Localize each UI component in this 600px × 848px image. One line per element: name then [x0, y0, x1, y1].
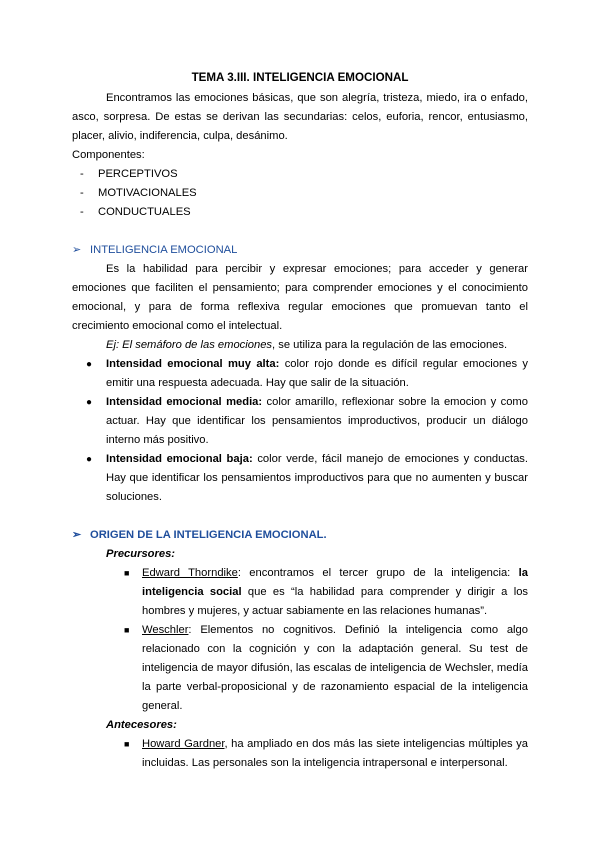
- antecesores-list: [72, 735, 528, 773]
- component-item: [72, 165, 528, 184]
- component-item: [72, 203, 528, 222]
- bullet-icon: ●: [86, 397, 93, 408]
- bullet-icon: ●: [86, 454, 93, 465]
- antecesor-item-gardner: [72, 735, 528, 773]
- precursor-bold: la inteligencia social: [142, 567, 528, 598]
- section-heading-text: INTELIGENCIA EMOCIONAL: [90, 244, 238, 256]
- intensity-text: color verde, fácil manejo de emociones y conductas. Hay que identificar los pensamientos improductivos para que no aumenten y buscar soluciones.: [106, 453, 528, 503]
- example-line: [72, 336, 528, 355]
- spacer: [72, 507, 528, 526]
- intensity-label: Intensidad emocional media:: [106, 396, 263, 408]
- author-name: Edward Thorndike: [142, 567, 238, 579]
- author-name: Weschler: [142, 624, 189, 636]
- antecesores-label: Antecesores:: [106, 719, 177, 731]
- precursor-text: : encontramos el tercer grupo de la inteligencia:: [237, 567, 519, 579]
- intensity-list: [72, 355, 528, 507]
- arrow-icon: ➢: [72, 244, 82, 256]
- precursores-label: Precursores:: [106, 548, 176, 560]
- components-list: [72, 165, 528, 222]
- arrow-icon: ➢: [72, 529, 82, 541]
- square-bullet-icon: ■: [124, 568, 130, 578]
- dash-marker: -: [80, 187, 84, 199]
- example-italic: Ej: El semáforo de las emociones: [106, 339, 273, 351]
- intensity-item: [72, 393, 528, 450]
- document-title: TEMA 3.III. INTELIGENCIA EMOCIONAL: [191, 71, 409, 84]
- square-bullet-icon: ■: [124, 739, 130, 749]
- component-item: [72, 184, 528, 203]
- precursor-item-weschler: [72, 621, 528, 716]
- square-bullet-icon: ■: [124, 625, 130, 635]
- intensity-item: [72, 450, 528, 507]
- section-heading-origen: [72, 526, 528, 545]
- precursor-item-thorndike: [72, 564, 528, 621]
- component-text: PERCEPTIVOS: [98, 168, 178, 180]
- component-text: CONDUCTUALES: [98, 206, 191, 218]
- definition-paragraph: Es la habilidad para percibir y expresar emociones; para acceder y generar emociones que faciliten el pensamiento; para comprender emociones y el conocimiento emocional, y para de forma reflexiva regular emociones que promuevan tanto el crecimiento emocional como el intelectual.: [72, 263, 528, 332]
- intensity-label: Intensidad emocional muy alta:: [106, 358, 280, 370]
- components-label: Componentes:: [72, 149, 145, 161]
- section-heading-text: ORIGEN DE LA INTELIGENCIA EMOCIONAL.: [90, 529, 327, 541]
- author-name: Howard Gardner: [142, 738, 225, 750]
- component-text: MOTIVACIONALES: [98, 187, 197, 199]
- intensity-text: color amarillo, reflexionar sobre la emocion y como actuar. Hay que identificar los pensamientos improductivos, producir un diálogo interno más positivo.: [106, 396, 528, 446]
- intensity-text: color rojo donde es difícil regular emociones y emitir una respuesta adecuada. Hay que salir de la situación.: [106, 358, 528, 389]
- intensity-label: Intensidad emocional baja:: [106, 453, 253, 465]
- example-rest: , se utiliza para la regulación de las emociones.: [272, 339, 508, 351]
- dash-marker: -: [80, 168, 84, 180]
- spacer: [72, 222, 528, 241]
- precursor-text: que es “la habilidad para comprender y dirigir a los hombres y mujeres, y actuar sabiamente en las relaciones humanas”.: [142, 586, 529, 617]
- dash-marker: -: [80, 206, 84, 218]
- intro-paragraph: Encontramos las emociones básicas, que son alegría, tristeza, miedo, ira o enfado, asco, sorpresa. De estas se derivan las secundarias: celos, euforia, rencor, entusiasmo, placer, alivio, indiferencia, culpa, desánimo.: [72, 92, 528, 142]
- antecesor-text: , ha ampliado en dos más las siete inteligencias múltiples ya incluidas. Las personales son la inteligencia intrapersonal e interpersonal.: [142, 738, 528, 769]
- bullet-icon: ●: [86, 359, 93, 370]
- precursores-list: [72, 564, 528, 716]
- section-heading-inteligencia-emocional: [72, 241, 528, 260]
- precursor-text: : Elementos no cognitivos. Definió la inteligencia como algo relacionado con la cognición y con la adaptación general. Su test de inteligencia de mayor difusión, las escalas de inteligencia de Wechsler, medía la parte verbal-proposicional y de razonamiento espacial de la inteligencia general.: [142, 624, 528, 712]
- intensity-item: [72, 355, 528, 393]
